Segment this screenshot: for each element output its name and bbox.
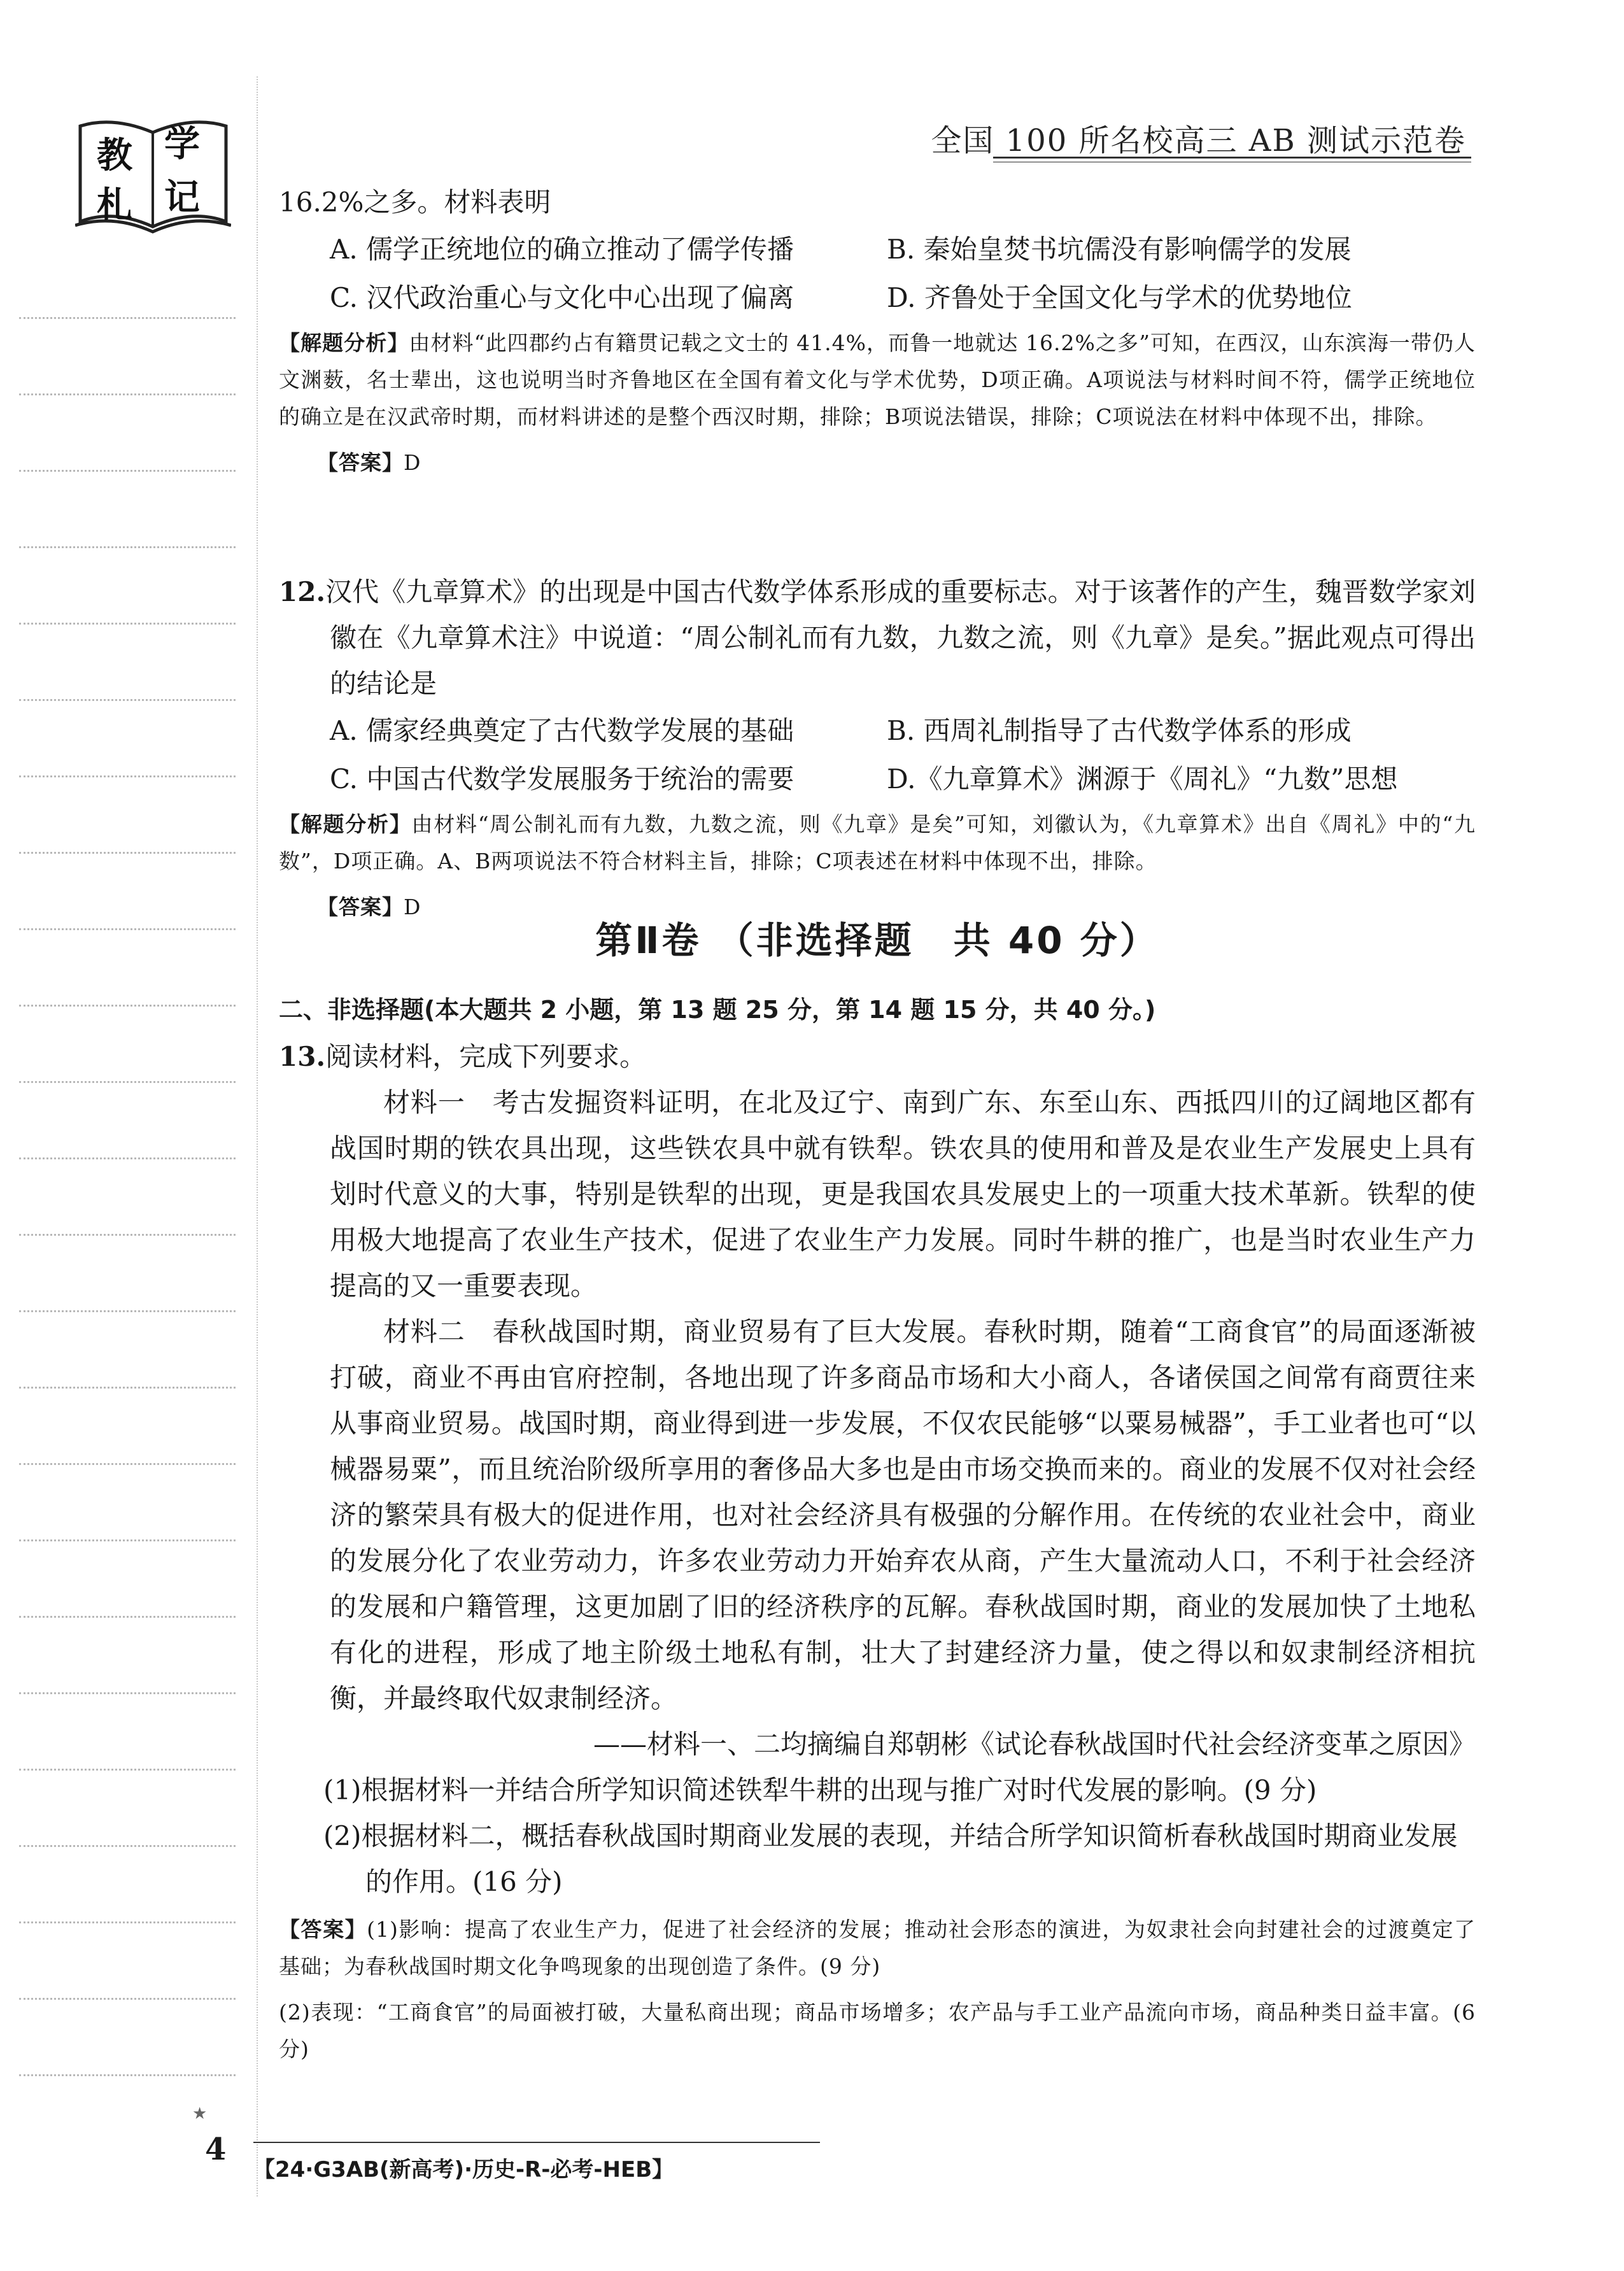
q11-option-c: C. 汉代政治重心与文化中心出现了偏离 <box>330 282 794 313</box>
star-icon: ★ <box>192 2104 208 2123</box>
logo-char-3: 札 <box>97 184 132 226</box>
question-11-tail <box>279 180 1476 481</box>
q13-sub1: (1)根据材料一并结合所学知识简述铁犁牛耕的出现与推广对时代发展的影响。(9 分) <box>323 1774 1317 1806</box>
question-12 <box>279 569 1476 926</box>
note-line <box>19 852 236 854</box>
exam-series-title: 全国 100 所名校高三 AB 测试示范卷 <box>931 123 1466 159</box>
logo-char-4: 记 <box>164 176 200 218</box>
exam-code: 【24·G3AB(新高考)·历史-R-必考-HEB】 <box>253 2157 674 2183</box>
header-rule <box>993 157 1471 159</box>
note-line <box>19 1769 236 1771</box>
note-line <box>19 1310 236 1312</box>
analysis-text: 由材料“周公制礼而有九数，九数之流，则《九章》是矣”可知，刘徽认为，《九章算术》出自《周礼》中的“九数”，D项正确。A、B两项说法不符合材料主旨，排除；C项表述在材料中体现不出，排除。 <box>279 812 1476 874</box>
note-line <box>19 1845 236 1847</box>
note-line <box>19 775 236 777</box>
q11-answer <box>279 444 1476 481</box>
notes-margin <box>0 0 255 2271</box>
material-1: 材料一 考古发掘资料证明，在北及辽宁、南到广东、东至山东、西抵四川的辽阔地区都有战国时期的铁农具出现，这些铁农具中就有铁犁。铁农具的使用和普及是农业生产发展史上具有划时代意义的大事，特别是铁犁的出现，更是我国农具发展史上的一项重大技术革新。铁犁的使用极大地提高了农业生产技术，促进了农业生产力发展。同时牛耕的推广，也是当时农业生产力提高的又一重要表现。 <box>330 1087 1476 1301</box>
q13-answer <box>279 1911 1476 1985</box>
note-line <box>19 699 236 701</box>
footer-rule <box>253 2142 820 2143</box>
note-line <box>19 470 236 472</box>
q12-option-c: C. 中国古代数学发展服务于统治的需要 <box>330 763 794 795</box>
q11-stem-tail: 16.2%之多。材料表明 <box>279 187 551 218</box>
answer-part-1: (1)影响：提高了农业生产力，促进了社会经济的发展；推动社会形态的演进，为奴隶社会向封建社会的过渡奠定了基础；为春秋战国时期文化争鸣现象的出现创造了条件。(9 分) <box>279 1917 1476 1979</box>
section-title: 第Ⅱ卷 （非选择题 共 40 分） <box>595 919 1159 962</box>
q11-option-b: B. 秦始皇焚书坑儒没有影响儒学的发展 <box>887 234 1352 265</box>
q13-stem-text: 阅读材料，完成下列要求。 <box>325 1041 647 1072</box>
q11-option-d: D. 齐鲁处于全国文化与学术的优势地位 <box>887 282 1352 313</box>
note-line <box>19 1539 236 1541</box>
note-line <box>19 1692 236 1694</box>
note-line <box>19 1387 236 1389</box>
q13-answer-part-2: (2)表现：“工商食官”的局面被打破，大量私商出现；商品市场增多；农产品与手工业产品流向市场，商品种类日益丰富。(6 分) <box>279 2000 1476 2062</box>
note-line <box>19 1998 236 2000</box>
q11-analysis <box>279 325 1476 435</box>
answer-tag: 【答案】 <box>317 895 404 919</box>
answer-text: D <box>404 450 421 475</box>
note-line <box>19 1463 236 1465</box>
note-line <box>19 393 236 395</box>
note-line <box>19 546 236 548</box>
answer-tag: 【答案】 <box>279 1917 367 1942</box>
note-line <box>19 1157 236 1159</box>
note-line <box>19 623 236 625</box>
answer-text: D <box>404 895 421 919</box>
logo-char-1: 教 <box>97 134 132 176</box>
analysis-tag: 【解题分析】 <box>279 330 409 355</box>
material-source: ——材料一、二均摘编自郑朝彬《试论春秋战国时代社会经济变革之原因》 <box>593 1729 1476 1760</box>
note-line <box>19 2074 236 2076</box>
q13-number: 13. <box>279 1041 326 1072</box>
analysis-text: 由材料“此四郡约占有籍贯记载之文士的 41.4%，而鲁一地就达 16.2%之多”可知，在西汉，山东滨海一带仍人文渊薮，名士辈出，这也说明当时齐鲁地区在全国有着文化与学术优势，D项正确。A项说法与材料时间不符，儒学正统地位的确立是在汉武帝时期，而材料讲述的是整个西汉时期，排除；B项说法错误，排除；C项说法在材料中体现不出，排除。 <box>279 330 1476 429</box>
section-2 <box>279 910 1476 1030</box>
margin-divider <box>257 76 258 2197</box>
answer-tag: 【答案】 <box>317 450 404 475</box>
q11-option-a: A. 儒学正统地位的确立推动了儒学传播 <box>330 234 794 265</box>
q13-stem <box>279 1034 1476 1080</box>
note-line <box>19 1921 236 1923</box>
q12-number: 12. <box>279 576 326 607</box>
logo-char-2: 学 <box>164 123 200 165</box>
page-number: 4 <box>205 2132 227 2167</box>
q12-analysis <box>279 806 1476 880</box>
material-2: 材料二 春秋战国时期，商业贸易有了巨大发展。春秋时期，随着“工商食官”的局面逐渐被打破，商业不再由官府控制，各地出现了许多商品市场和大小商人，各诸侯国之间常有商贾往来从事商业贸易。战国时期，商业得到进一步发展，不仅农民能够“以粟易械器”，手工业者也可“以械器易粟”，而且统治阶级所享用的奢侈品大多也是由市场交换而来的。商业的发展不仅对社会经济的繁荣具有极大的促进作用，也对社会经济具有极强的分解作用。在传统的农业社会中，商业的发展分化了农业劳动力，许多农业劳动力开始弃农从商，产生大量流动人口，不利于社会经济的发展和户籍管理，这更加剧了旧的经济秩序的瓦解。春秋战国时期，商业的发展加快了土地私有化的进程，形成了地主阶级土地私有制，壮大了封建经济力量，使之得以和奴隶制经济相抗衡，并最终取代奴隶制经济。 <box>330 1316 1476 1714</box>
note-line <box>19 317 236 319</box>
note-line <box>19 1616 236 1618</box>
teaching-notes-logo <box>75 113 231 234</box>
note-line <box>19 1234 236 1236</box>
note-line <box>19 1005 236 1007</box>
q12-option-b: B. 西周礼制指导了古代数学体系的形成 <box>887 715 1352 746</box>
q12-stem-text: 汉代《九章算术》的出现是中国古代数学体系形成的重要标志。对于该著作的产生，魏晋数学家刘徽在《九章算术注》中说道：“周公制礼而有九数，九数之流，则《九章》是矣。”据此观点可得出的结论是 <box>325 576 1476 699</box>
note-line <box>19 1081 236 1083</box>
q13-sub2: (2)根据材料二，概括春秋战国时期商业发展的表现，并结合所学知识简析春秋战国时期商业发展 <box>323 1820 1458 1851</box>
note-line <box>19 928 236 930</box>
question-13 <box>279 1034 1476 2068</box>
q12-stem <box>279 569 1476 707</box>
q12-option-a: A. 儒家经典奠定了古代数学发展的基础 <box>330 715 794 746</box>
section-intro: 二、非选择题(本大题共 2 小题，第 13 题 25 分，第 14 题 15 分，共 40 分。) <box>279 996 1156 1024</box>
q13-sub2-cont: 的作用。(16 分) <box>365 1866 563 1897</box>
q12-option-d: D.《九章算术》渊源于《周礼》“九数”思想 <box>887 763 1398 795</box>
analysis-tag: 【解题分析】 <box>279 812 412 837</box>
